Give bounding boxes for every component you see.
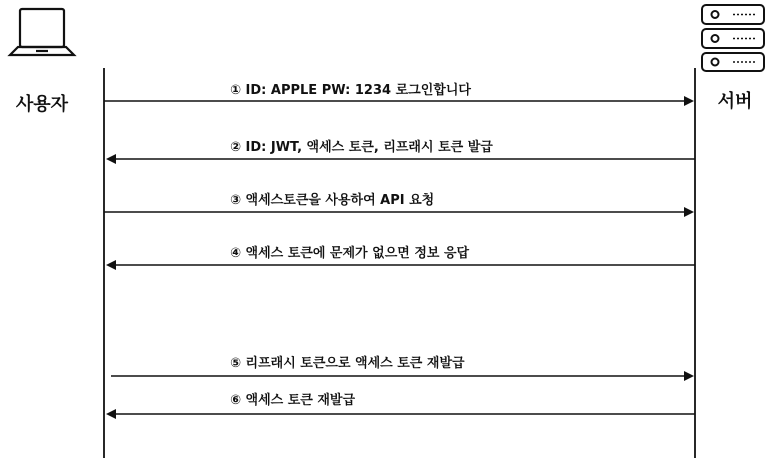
actor-label-client: 사용자	[15, 94, 69, 115]
message-6	[106, 392, 695, 419]
message-4	[106, 245, 695, 270]
arrowhead	[684, 96, 694, 106]
message-3	[104, 192, 694, 217]
message-label: ⑥ 액세스 토큰 재발급	[230, 393, 356, 408]
actor-label-server: 서버	[717, 91, 753, 112]
message-1	[104, 82, 694, 106]
message-5	[111, 355, 694, 381]
server-icon	[702, 5, 764, 71]
arrowhead	[106, 409, 116, 419]
arrowhead	[684, 207, 694, 217]
message-label: ⑤ 리프래시 토큰으로 액세스 토큰 재발급	[230, 356, 465, 371]
arrowhead	[684, 371, 694, 381]
message-2	[106, 139, 695, 164]
arrowhead	[106, 260, 116, 270]
arrowhead	[106, 154, 116, 164]
message-label: ④ 액세스 토큰에 문제가 없으면 정보 응답	[230, 246, 470, 261]
message-label: ③ 액세스토큰을 사용하여 API 요청	[230, 193, 435, 208]
message-label: ① ID: APPLE PW: 1234 로그인합니다	[230, 83, 471, 98]
message-label: ② ID: JWT, 액세스 토큰, 리프래시 토큰 발급	[230, 140, 493, 155]
laptop-icon	[10, 9, 74, 55]
